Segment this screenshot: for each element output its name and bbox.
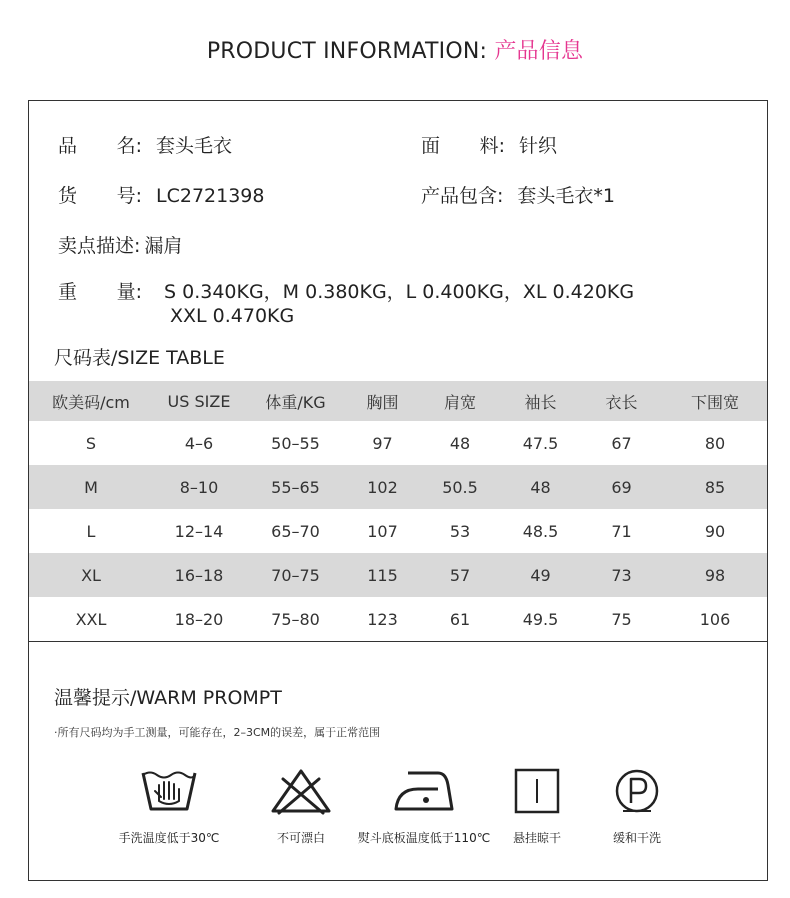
table-cell: L bbox=[86, 521, 96, 541]
package-row bbox=[421, 181, 615, 208]
table-row bbox=[29, 597, 767, 641]
table-cell: 75 bbox=[611, 609, 632, 629]
weight-row bbox=[58, 277, 634, 304]
table-cell: 48 bbox=[449, 433, 471, 453]
table-row bbox=[29, 421, 767, 465]
table-cell: 123 bbox=[367, 609, 398, 629]
column-header: 欧美码/cm bbox=[29, 381, 153, 421]
fabric-label: 面 料: bbox=[421, 135, 505, 157]
sku-value: LC2721398 bbox=[156, 185, 265, 207]
table-cell: 90 bbox=[704, 521, 726, 541]
table-cell: 73 bbox=[580, 553, 663, 597]
product-name-value: 套头毛衣 bbox=[156, 135, 233, 157]
table-cell: 12–14 bbox=[174, 521, 224, 541]
care-item-hang-dry bbox=[497, 767, 577, 846]
table-cell: 106 bbox=[699, 609, 731, 629]
selling-point-row bbox=[58, 231, 182, 258]
table-cell: 48.5 bbox=[522, 521, 559, 541]
table-cell: 53 bbox=[449, 521, 471, 541]
table-row bbox=[29, 509, 767, 553]
care-item-iron bbox=[349, 767, 499, 846]
table-row bbox=[29, 553, 767, 597]
table-cell: 47.5 bbox=[522, 433, 559, 453]
table-cell: 50.5 bbox=[419, 465, 501, 509]
table-row bbox=[29, 465, 767, 509]
no-bleach-icon bbox=[269, 767, 333, 815]
page-title bbox=[0, 34, 790, 65]
table-cell: 75–80 bbox=[271, 609, 320, 629]
weight-label: 重 量: bbox=[58, 281, 142, 303]
column-header: 胸围 bbox=[346, 381, 419, 421]
care-label: 不可漂白 bbox=[276, 831, 325, 845]
hang-dry-icon bbox=[513, 767, 561, 815]
table-cell: 102 bbox=[346, 465, 419, 509]
care-label: 熨斗底板温度低于110℃ bbox=[357, 831, 491, 845]
table-cell: XL bbox=[29, 553, 153, 597]
package-label: 产品包含: bbox=[421, 185, 504, 207]
table-cell: 49 bbox=[501, 553, 580, 597]
selling-point-value: 漏肩 bbox=[144, 235, 183, 257]
size-table-header bbox=[29, 381, 767, 421]
warm-prompt-panel bbox=[28, 641, 768, 881]
care-label: 手洗温度低于30℃ bbox=[118, 831, 220, 845]
care-item-dry-clean bbox=[597, 767, 677, 846]
table-cell: 71 bbox=[611, 521, 632, 541]
column-header: 衣长 bbox=[580, 381, 663, 421]
table-cell: 55–65 bbox=[245, 465, 346, 509]
table-cell: 80 bbox=[704, 433, 726, 453]
table-cell: S bbox=[85, 433, 97, 453]
column-header: 下围宽 bbox=[663, 381, 767, 421]
table-cell: 8–10 bbox=[153, 465, 245, 509]
table-cell: 16–18 bbox=[153, 553, 245, 597]
sku-row bbox=[58, 181, 264, 208]
table-cell: 4–6 bbox=[184, 433, 214, 453]
column-header: 袖长 bbox=[501, 381, 580, 421]
care-item-no-bleach bbox=[246, 767, 356, 846]
product-name-row bbox=[58, 131, 232, 158]
table-cell: 115 bbox=[346, 553, 419, 597]
dry-clean-icon bbox=[613, 767, 661, 815]
table-cell: 48 bbox=[501, 465, 580, 509]
fabric-value: 针织 bbox=[519, 135, 558, 157]
column-header: 体重/KG bbox=[245, 381, 346, 421]
column-header: 肩宽 bbox=[419, 381, 501, 421]
page-title-cn: 产品信息 bbox=[494, 39, 584, 64]
table-cell: 69 bbox=[580, 465, 663, 509]
iron-icon bbox=[392, 767, 456, 815]
table-cell: 67 bbox=[611, 433, 632, 453]
weight-line-2: XXL 0.470KG bbox=[170, 305, 295, 327]
table-cell: 65–70 bbox=[271, 521, 320, 541]
table-cell: XXL bbox=[75, 609, 107, 629]
table-cell: 18–20 bbox=[174, 609, 224, 629]
care-label: 悬挂晾干 bbox=[512, 831, 561, 845]
table-cell: 97 bbox=[372, 433, 393, 453]
product-info-panel bbox=[28, 100, 768, 642]
warm-prompt-note: ·所有尺码均为手工测量，可能存在，2–3CM的误差，属于正常范围 bbox=[54, 726, 381, 739]
fabric-row bbox=[421, 131, 557, 158]
warm-prompt-title: 温馨提示/WARM PROMPT bbox=[54, 687, 282, 709]
care-item-hand-wash bbox=[99, 767, 239, 846]
sku-label: 货 号: bbox=[58, 185, 142, 207]
table-cell: 61 bbox=[449, 609, 471, 629]
selling-point-label: 卖点描述: bbox=[58, 235, 141, 257]
care-label: 缓和干洗 bbox=[612, 831, 661, 845]
package-value: 套头毛衣*1 bbox=[517, 185, 615, 207]
table-cell: 98 bbox=[663, 553, 767, 597]
product-name-label: 品 名: bbox=[58, 135, 142, 157]
hand-wash-icon bbox=[137, 767, 201, 815]
table-cell: 57 bbox=[419, 553, 501, 597]
table-cell: M bbox=[29, 465, 153, 509]
size-table-title: 尺码表/SIZE TABLE bbox=[54, 347, 225, 369]
page-title-en: PRODUCT INFORMATION: bbox=[206, 39, 495, 64]
column-header: US SIZE bbox=[153, 381, 245, 421]
table-cell: 50–55 bbox=[271, 433, 320, 453]
table-cell: 49.5 bbox=[522, 609, 559, 629]
table-cell: 107 bbox=[367, 521, 398, 541]
table-cell: 85 bbox=[663, 465, 767, 509]
table-cell: 70–75 bbox=[245, 553, 346, 597]
size-table bbox=[29, 381, 767, 641]
weight-line-1: S 0.340KG，M 0.380KG，L 0.400KG，XL 0.420KG bbox=[164, 281, 635, 303]
